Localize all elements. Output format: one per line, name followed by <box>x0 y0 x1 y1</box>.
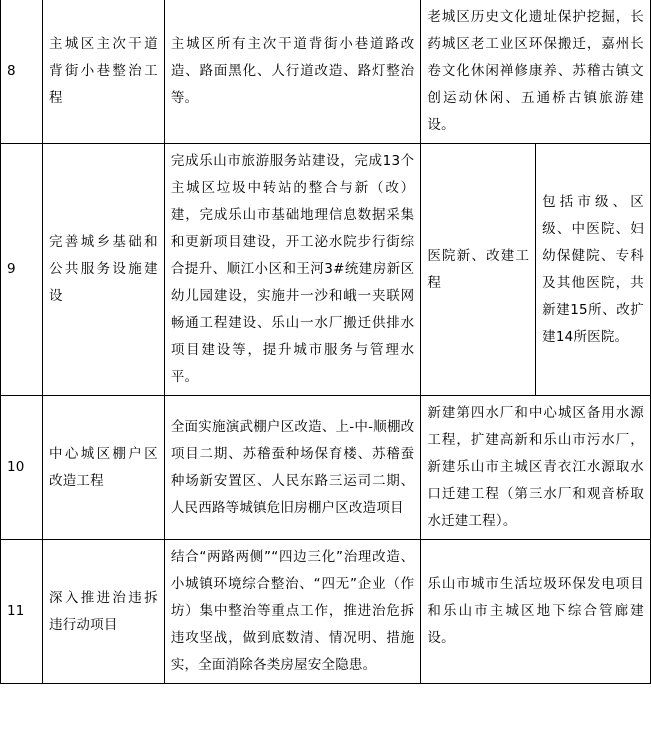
row-index: 10 <box>1 396 43 540</box>
row-note: 老城区历史文化遗址保护挖掘，长药城区老工业区环保搬迁，嘉州长卷文化休闲禅修康养、苏稽古镇文创运动休闲、五通桥古镇旅游建设。 <box>421 0 651 144</box>
row-note: 新建第四水厂和中心城区备用水源工程，扩建高新和乐山市污水厂，新建乐山市主城区青衣江水源取水口迁建工程（第三水厂和观音桥取水迁建工程）。 <box>421 396 651 540</box>
table-row <box>1 396 651 540</box>
table-row <box>1 144 651 396</box>
row-name: 主城区主次干道背街小巷整治工程 <box>43 0 165 144</box>
row-note: 乐山市城市生活垃圾环保发电项目和乐山市主城区地下综合管廊建设。 <box>421 540 651 684</box>
row-name: 深入推进治违拆违行动项目 <box>43 540 165 684</box>
row-name: 完善城乡基础和公共服务设施建设 <box>43 144 165 396</box>
table-row <box>1 540 651 684</box>
row-description: 完成乐山市旅游服务站建设，完成13个主城区垃圾中转站的整合与新（改）建，完成乐山市基础地理信息数据采集和更新项目建设，开工泌水院步行街综合提升、顺江小区和王河3#统建房新区幼儿园建设，实施井一沙和峨一夹联网畅通工程建设、乐山一水厂搬迁供排水项目建设等，提升城市服务与管理水平。 <box>164 144 421 396</box>
row-index: 8 <box>1 0 43 144</box>
row-note: 包括市级、区级、中医院、妇幼保健院、专科及其他医院，共新建15所、改扩建14所医院。 <box>536 144 651 396</box>
table-row <box>1 0 651 144</box>
row-index: 9 <box>1 144 43 396</box>
row-description: 主城区所有主次干道背街小巷道路改造、路面黑化、人行道改造、路灯整治等。 <box>164 0 421 144</box>
row-description: 结合“两路两侧”“四边三化”治理改造、小城镇环境综合整治、“四无”企业（作坊）集中整治等重点工作，推进治危拆违攻坚战，做到底数清、情况明、措施实，全面消除各类房屋安全隐患。 <box>164 540 421 684</box>
row-name: 中心城区棚户区改造工程 <box>43 396 165 540</box>
row-description: 全面实施演武棚户区改造、上-中-顺棚改项目二期、苏稽蚕种场保育楼、苏稽蚕种场新安置区、人民东路三运司二期、人民西路等城镇危旧房棚户区改造项目 <box>164 396 421 540</box>
row-project: 医院新、改建工程 <box>421 144 536 396</box>
row-index: 11 <box>1 540 43 684</box>
